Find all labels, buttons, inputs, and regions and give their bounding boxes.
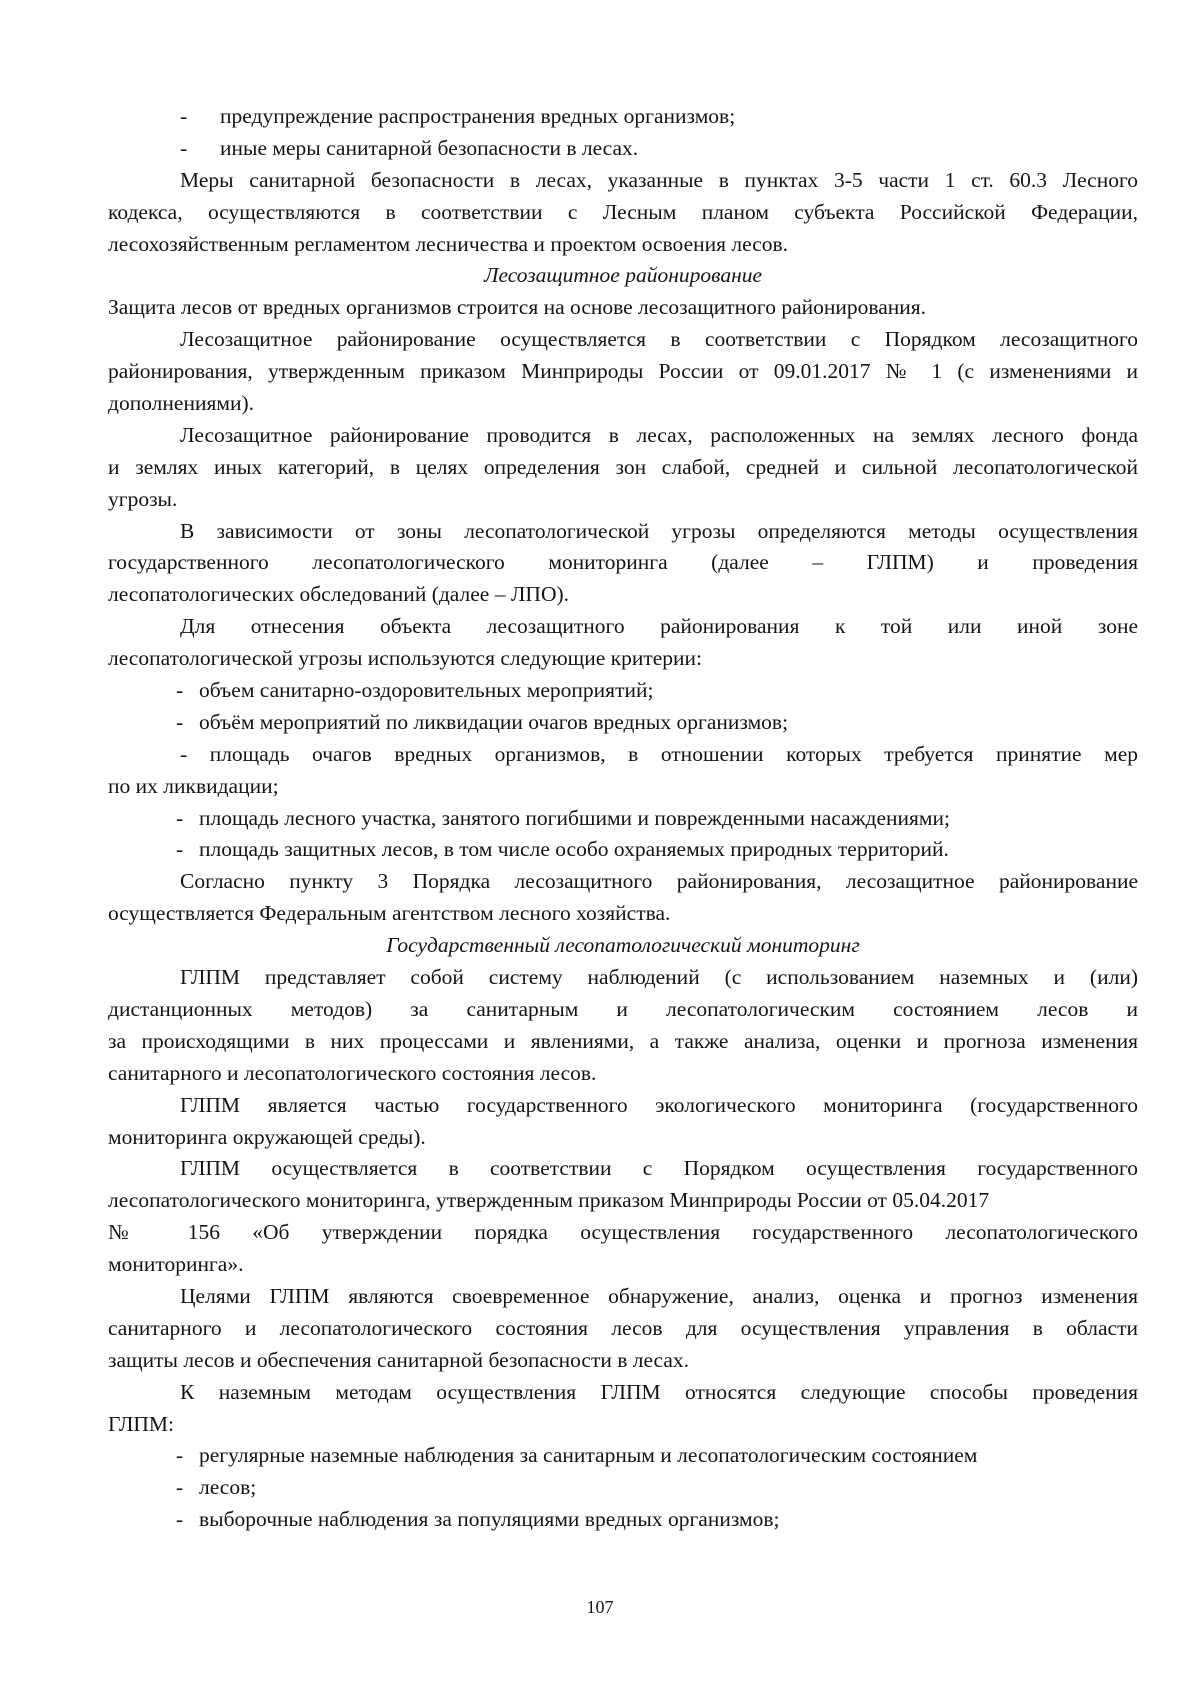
text-line xyxy=(108,898,1138,930)
line-text: Государственный лесопатологический мониторинг xyxy=(386,933,860,958)
text-line xyxy=(108,1122,1138,1154)
text-line xyxy=(108,739,1138,771)
text-line xyxy=(108,962,1138,994)
text-line xyxy=(108,452,1138,484)
line-text: ГЛПМ осуществляется в соответствии с Порядком осуществления государственного xyxy=(180,1156,1138,1181)
line-text: санитарного и лесопатологического состояния лесов для осуществления управления в области xyxy=(108,1315,1138,1340)
section-heading xyxy=(108,260,1138,292)
text-line xyxy=(108,1377,1138,1409)
text-line xyxy=(108,1185,1138,1217)
text-line xyxy=(108,165,1138,197)
list-item xyxy=(108,101,1138,133)
text-line xyxy=(108,1058,1138,1090)
line-text: иные меры санитарной безопасности в лесах. xyxy=(220,135,639,160)
text-line xyxy=(108,771,1138,803)
document-page xyxy=(108,101,1138,1536)
line-text: мониторинга окружающей среды). xyxy=(108,1124,426,1149)
list-item xyxy=(108,1440,1138,1472)
line-text: объём мероприятий по ликвидации очагов вредных организмов; xyxy=(199,709,789,734)
list-item xyxy=(108,675,1138,707)
line-text: кодекса, осуществляются в соответствии с Лесным планом субъекта Российской Федерации, xyxy=(108,199,1138,224)
text-line xyxy=(108,1026,1138,1058)
list-item xyxy=(108,834,1138,866)
bullet-dash: - xyxy=(180,104,188,128)
text-line xyxy=(108,484,1138,516)
text-line xyxy=(108,516,1138,548)
line-text: защиты лесов и обеспечения санитарной безопасности в лесах. xyxy=(108,1347,690,1372)
line-text: мониторинга». xyxy=(108,1252,244,1277)
line-text: регулярные наземные наблюдения за санитарным и лесопатологическим состоянием xyxy=(199,1443,978,1468)
text-line xyxy=(108,1345,1138,1377)
line-text: Лесозащитное районирование xyxy=(483,263,763,288)
list-item xyxy=(108,1472,1138,1504)
line-text: государственного лесопатологического мониторинга (далее – ГЛПМ) и проведения xyxy=(108,550,1138,575)
line-text: Целями ГЛПМ являются своевременное обнаружение, анализ, оценка и прогноз изменения xyxy=(180,1283,1138,1308)
text-line xyxy=(108,1313,1138,1345)
list-item xyxy=(108,133,1138,165)
list-item xyxy=(108,707,1138,739)
line-text: В зависимости от зоны лесопатологической угрозы определяются методы осуществления xyxy=(180,518,1138,543)
bullet-dash: - xyxy=(176,805,184,830)
section-heading xyxy=(108,930,1138,962)
line-text: дистанционных методов) за санитарным и лесопатологическим состоянием лесов и xyxy=(108,996,1138,1021)
line-text: лесопатологических обследований (далее – ЛПО). xyxy=(108,582,570,607)
line-text: лесохозяйственным регламентом лесничества и проектом освоения лесов. xyxy=(108,231,789,256)
text-line xyxy=(108,292,1138,324)
text-line xyxy=(108,1409,1138,1441)
line-text: лесопатологической угрозы используются следующие критерии: xyxy=(108,646,703,671)
bullet-dash: - xyxy=(176,1443,184,1468)
text-line xyxy=(108,324,1138,356)
line-text: санитарного и лесопатологического состояния лесов. xyxy=(108,1060,597,1085)
line-text: ГЛПМ является частью государственного экологического мониторинга (государственного xyxy=(180,1092,1138,1117)
line-text: площадь лесного участка, занятого погибшими и поврежденными насаждениями; xyxy=(199,805,951,830)
line-text: Согласно пункту 3 Порядка лесозащитного районирования, лесозащитное районирование xyxy=(180,869,1138,894)
text-line xyxy=(108,579,1138,611)
page-number: 107 xyxy=(586,1597,614,1617)
line-text: - площадь очагов вредных организмов, в отношении которых требуется принятие мер xyxy=(180,741,1138,766)
text-line xyxy=(108,1153,1138,1185)
line-text: Меры санитарной безопасности в лесах, указанные в пунктах 3-5 части 1 ст. 60.3 Лесного xyxy=(180,167,1138,192)
text-line xyxy=(108,229,1138,261)
line-text: выборочные наблюдения за популяциями вредных организмов; xyxy=(199,1507,780,1532)
line-text: ГЛПМ представляет собой систему наблюдений (с использованием наземных и (или) xyxy=(180,965,1138,990)
text-line xyxy=(108,1217,1138,1249)
line-text: по их ликвидации; xyxy=(108,773,279,798)
bullet-dash: - xyxy=(176,1507,184,1532)
line-text: за происходящими в них процессами и явлениями, а также анализа, оценки и прогноза изменения xyxy=(108,1028,1138,1053)
list-item xyxy=(108,803,1138,835)
line-text: лесопатологического мониторинга, утвержденным приказом Минприроды России от 05.04.2017 xyxy=(108,1188,990,1213)
text-line xyxy=(108,994,1138,1026)
text-line xyxy=(108,1249,1138,1281)
text-line xyxy=(108,356,1138,388)
bullet-dash: - xyxy=(176,709,184,734)
line-text: предупреждение распространения вредных организмов; xyxy=(220,104,736,128)
line-text: Лесозащитное районирование проводится в лесах, расположенных на землях лесного фонда xyxy=(180,422,1138,447)
line-text: угрозы. xyxy=(108,486,178,511)
text-line xyxy=(108,1090,1138,1122)
text-line xyxy=(108,547,1138,579)
line-text: дополнениями). xyxy=(108,391,254,416)
text-line xyxy=(108,197,1138,229)
text-line xyxy=(108,611,1138,643)
line-text: и землях иных категорий, в целях определения зон слабой, средней и сильной лесопатологической xyxy=(108,454,1138,479)
line-text: площадь защитных лесов, в том числе особо охраняемых природных территорий. xyxy=(199,837,949,862)
bullet-dash: - xyxy=(180,135,188,160)
line-text: районирования, утвержденным приказом Минприроды России от 09.01.2017 № 1 (с изменениями и xyxy=(108,359,1138,384)
text-line xyxy=(108,866,1138,898)
text-line xyxy=(108,388,1138,420)
line-text: ГЛПМ: xyxy=(108,1411,175,1436)
bullet-dash: - xyxy=(176,837,184,862)
text-line xyxy=(108,643,1138,675)
text-line xyxy=(108,1281,1138,1313)
line-text: осуществляется Федеральным агентством лесного хозяйства. xyxy=(108,901,671,926)
line-text: лесов; xyxy=(199,1475,257,1500)
line-text: № 156 «Об утверждении порядка осуществления государственного лесопатологического xyxy=(108,1220,1138,1245)
bullet-dash: - xyxy=(176,678,184,703)
line-text: объем санитарно-оздоровительных мероприятий; xyxy=(199,678,654,703)
line-text: К наземным методам осуществления ГЛПМ относятся следующие способы проведения xyxy=(180,1379,1138,1404)
line-text: Защита лесов от вредных организмов строится на основе лесозащитного районирования. xyxy=(108,295,927,320)
bullet-dash: - xyxy=(176,1475,184,1500)
line-text: Для отнесения объекта лесозащитного районирования к той или иной зоне xyxy=(180,614,1138,639)
text-line xyxy=(108,420,1138,452)
line-text: Лесозащитное районирование осуществляется в соответствии с Порядком лесозащитного xyxy=(180,327,1138,352)
list-item xyxy=(108,1504,1138,1536)
